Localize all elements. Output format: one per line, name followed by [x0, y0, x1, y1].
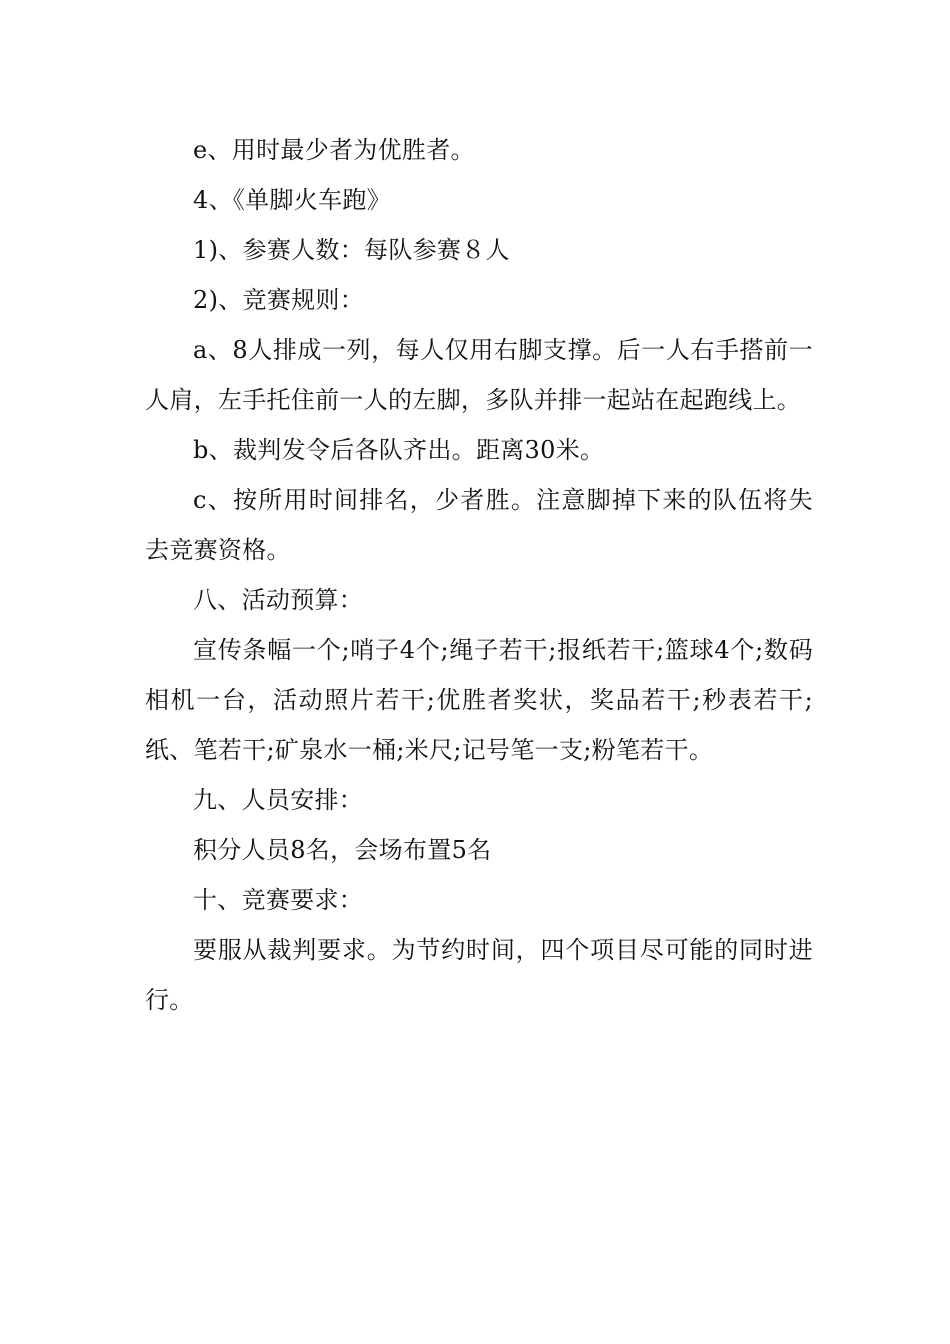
paragraph-budget-items: 宣传条幅一个;哨子4个;绳子若干;报纸若干;篮球4个;数码相机一台，活动照片若干;优胜者奖状，奖品若干;秒表若干;纸、笔若干;矿泉水一桶;米尺;记号笔一支;粉笔若干。 — [145, 636, 813, 764]
paragraph-staffing: 积分人员8名，会场布置5名 — [193, 836, 492, 864]
paragraph-participants: 1)、参赛人数：每队参赛８人 — [193, 236, 510, 264]
section-heading-staffing: 九、人员安排： — [193, 786, 364, 814]
paragraph-rule-a: a、8人排成一列，每人仅用右脚支撑。后一人右手搭前一人肩，左手托住前一人的左脚，多队并排一起站在起跑线上。 — [145, 336, 813, 414]
paragraph-rule-e: e、用时最少者为优胜者。 — [193, 136, 475, 164]
paragraph-requirements: 要服从裁判要求。为节约时间，四个项目尽可能的同时进行。 — [145, 936, 813, 1014]
paragraph-rule-c: c、按所用时间排名，少者胜。注意脚掉下来的队伍将失去竞赛资格。 — [145, 486, 813, 564]
section-heading-budget: 八、活动预算： — [193, 586, 364, 614]
section-heading-requirements: 十、竞赛要求： — [193, 886, 364, 914]
paragraph-rules-heading: 2)、竞赛规则： — [193, 286, 365, 314]
document-body — [145, 125, 813, 1025]
paragraph-rule-b: b、裁判发令后各队齐出。距离30米。 — [193, 436, 605, 464]
section-heading-single-leg-train: 4、《单脚火车跑》 — [193, 186, 391, 214]
